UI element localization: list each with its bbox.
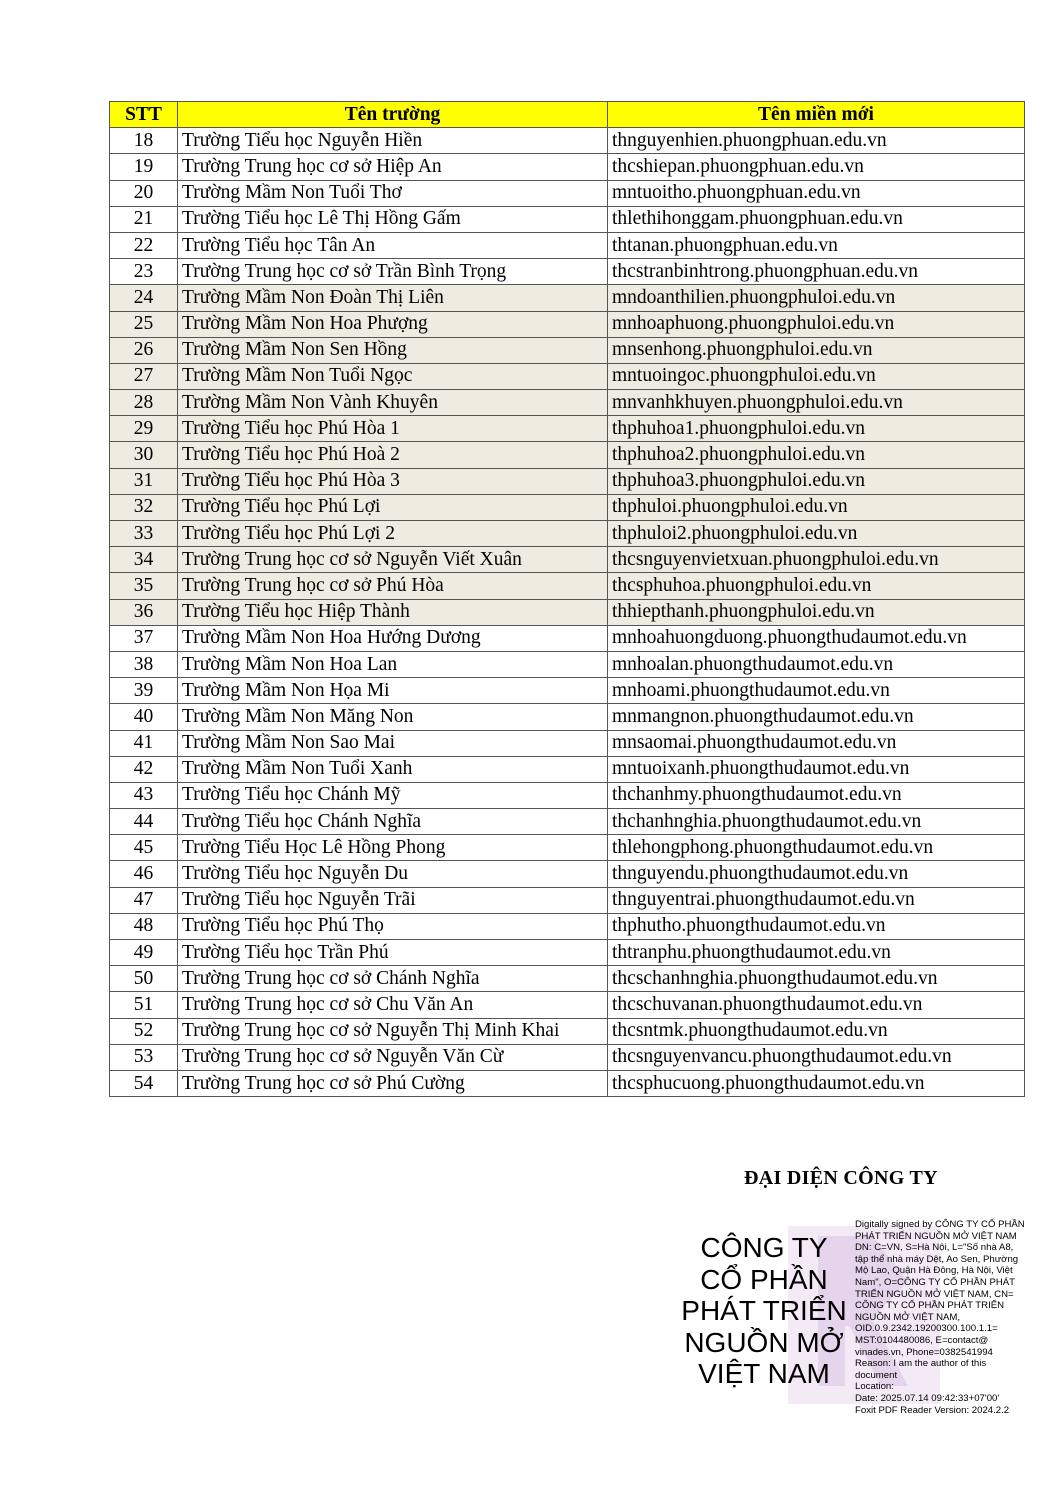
- cell-school-name: Trường Tiểu Học Lê Hồng Phong: [178, 835, 608, 861]
- signature-detail-line: vinades.vn, Phone=0382541994: [855, 1346, 993, 1358]
- cell-stt: 44: [110, 809, 178, 835]
- table-row: [110, 940, 1025, 966]
- cell-school-name: Trường Mầm Non Họa Mi: [178, 678, 608, 704]
- cell-school-name: Trường Trung học cơ sở Phú Cường: [178, 1070, 608, 1096]
- signature-detail-line: MST:0104480086, E=contact@: [855, 1334, 989, 1346]
- cell-stt: 51: [110, 992, 178, 1018]
- table-row: [110, 678, 1025, 704]
- cell-stt: 36: [110, 599, 178, 625]
- table-row: [110, 966, 1025, 992]
- cell-domain: mndoanthilien.phuongphuloi.edu.vn: [608, 285, 1025, 311]
- cell-school-name: Trường Mầm Non Tuổi Xanh: [178, 756, 608, 782]
- cell-stt: 31: [110, 468, 178, 494]
- signature-detail-line: Mộ Lao, Quận Hà Đông, Hà Nội, Việt: [855, 1265, 1013, 1277]
- company-name-line: CÔNG TY: [700, 1232, 828, 1263]
- cell-domain: mnsaomai.phuongthudaumot.edu.vn: [608, 730, 1025, 756]
- cell-domain: thcshiepan.phuongphuan.edu.vn: [608, 154, 1025, 180]
- table-row: [110, 573, 1025, 599]
- table-row: [110, 913, 1025, 939]
- cell-school-name: Trường Tiểu học Phú Thọ: [178, 913, 608, 939]
- cell-school-name: Trường Tiểu học Tân An: [178, 232, 608, 258]
- cell-stt: 52: [110, 1018, 178, 1044]
- cell-school-name: Trường Mầm Non Tuổi Ngọc: [178, 363, 608, 389]
- header-stt: STT: [110, 102, 178, 128]
- cell-domain: thnguyendu.phuongthudaumot.edu.vn: [608, 861, 1025, 887]
- signature-detail-line: NGUỒN MỞ VIỆT NAM,: [855, 1311, 961, 1323]
- table-row: [110, 521, 1025, 547]
- table-row: [110, 861, 1025, 887]
- cell-stt: 45: [110, 835, 178, 861]
- company-name-line: VIỆT NAM: [698, 1358, 830, 1389]
- table-row: [110, 1018, 1025, 1044]
- cell-stt: 29: [110, 416, 178, 442]
- cell-stt: 23: [110, 259, 178, 285]
- table-row: [110, 992, 1025, 1018]
- table-row: [110, 259, 1025, 285]
- signature-detail-line: OID.0.9.2342.19200300.100.1.1=: [855, 1323, 998, 1335]
- signature-detail-line: Date: 2025.07.14 09:42:33+07'00': [855, 1392, 1000, 1404]
- table-row: [110, 416, 1025, 442]
- cell-domain: thhiepthanh.phuongphuloi.edu.vn: [608, 599, 1025, 625]
- cell-stt: 46: [110, 861, 178, 887]
- cell-domain: thcschuvanan.phuongthudaumot.edu.vn: [608, 992, 1025, 1018]
- cell-school-name: Trường Tiểu học Chánh Mỹ: [178, 782, 608, 808]
- table-row: [110, 128, 1025, 154]
- cell-stt: 40: [110, 704, 178, 730]
- table-row: [110, 1044, 1025, 1070]
- cell-domain: thcsnguyenvancu.phuongthudaumot.edu.vn: [608, 1044, 1025, 1070]
- signature-detail-line: TRIỂN NGUỒN MỞ VIỆT NAM, CN=: [855, 1288, 1014, 1300]
- cell-school-name: Trường Tiểu học Phú Hoà 2: [178, 442, 608, 468]
- cell-school-name: Trường Tiểu học Phú Lợi: [178, 494, 608, 520]
- cell-domain: mntuoixanh.phuongthudaumot.edu.vn: [608, 756, 1025, 782]
- cell-domain: thcsphucuong.phuongthudaumot.edu.vn: [608, 1070, 1025, 1096]
- signer-company-name: [666, 1232, 862, 1390]
- cell-domain: thchanhmy.phuongthudaumot.edu.vn: [608, 782, 1025, 808]
- table-row: [110, 311, 1025, 337]
- cell-stt: 49: [110, 940, 178, 966]
- cell-stt: 47: [110, 887, 178, 913]
- signature-detail-line: PHÁT TRIỂN NGUỒN MỞ VIỆT NAM: [855, 1230, 1017, 1242]
- table-row: [110, 337, 1025, 363]
- cell-stt: 20: [110, 180, 178, 206]
- signature-detail-line: Nam", O=CÔNG TY CỔ PHẦN PHÁT: [855, 1276, 1016, 1288]
- cell-domain: thnguyentrai.phuongthudaumot.edu.vn: [608, 887, 1025, 913]
- table-row: [110, 494, 1025, 520]
- cell-school-name: Trường Tiểu học Hiệp Thành: [178, 599, 608, 625]
- table-row: [110, 285, 1025, 311]
- cell-domain: thcstranbinhtrong.phuongphuan.edu.vn: [608, 259, 1025, 285]
- cell-school-name: Trường Tiểu học Phú Lợi 2: [178, 521, 608, 547]
- cell-school-name: Trường Trung học cơ sở Nguyễn Viết Xuân: [178, 547, 608, 573]
- cell-domain: mnhoalan.phuongthudaumot.edu.vn: [608, 651, 1025, 677]
- cell-stt: 48: [110, 913, 178, 939]
- cell-domain: thphuhoa2.phuongphuloi.edu.vn: [608, 442, 1025, 468]
- cell-school-name: Trường Trung học cơ sở Phú Hòa: [178, 573, 608, 599]
- company-representative-title: ĐẠI DIỆN CÔNG TY: [744, 1167, 938, 1189]
- cell-school-name: Trường Trung học cơ sở Hiệp An: [178, 154, 608, 180]
- cell-stt: 39: [110, 678, 178, 704]
- cell-stt: 50: [110, 966, 178, 992]
- cell-school-name: Trường Mầm Non Vành Khuyên: [178, 390, 608, 416]
- table-row: [110, 442, 1025, 468]
- cell-stt: 27: [110, 363, 178, 389]
- table-row: [110, 180, 1025, 206]
- table-row: [110, 625, 1025, 651]
- cell-domain: thphuloi2.phuongphuloi.edu.vn: [608, 521, 1025, 547]
- cell-domain: mnvanhkhuyen.phuongphuloi.edu.vn: [608, 390, 1025, 416]
- cell-stt: 54: [110, 1070, 178, 1096]
- signature-detail-line: CÔNG TY CỔ PHẦN PHÁT TRIỂN: [855, 1300, 1005, 1312]
- cell-school-name: Trường Trung học cơ sở Chu Văn An: [178, 992, 608, 1018]
- table-row: [110, 154, 1025, 180]
- cell-school-name: Trường Mầm Non Hoa Lan: [178, 651, 608, 677]
- table-row: [110, 390, 1025, 416]
- header-school-name: Tên trường: [178, 102, 608, 128]
- cell-stt: 35: [110, 573, 178, 599]
- cell-stt: 30: [110, 442, 178, 468]
- signature-detail-line: Digitally signed by CÔNG TY CỔ PHẦN: [855, 1219, 1025, 1230]
- cell-school-name: Trường Trung học cơ sở Trần Bình Trọng: [178, 259, 608, 285]
- table-row: [110, 232, 1025, 258]
- company-name-line: NGUỒN MỞ: [684, 1326, 844, 1358]
- cell-stt: 53: [110, 1044, 178, 1070]
- table-row: [110, 651, 1025, 677]
- cell-domain: thtranphu.phuongthudaumot.edu.vn: [608, 940, 1025, 966]
- cell-stt: 21: [110, 206, 178, 232]
- cell-domain: mnhoaphuong.phuongphuloi.edu.vn: [608, 311, 1025, 337]
- cell-stt: 41: [110, 730, 178, 756]
- table-row: [110, 1070, 1025, 1096]
- table-row: [110, 835, 1025, 861]
- cell-domain: mnmangnon.phuongthudaumot.edu.vn: [608, 704, 1025, 730]
- cell-domain: thcschanhnghia.phuongthudaumot.edu.vn: [608, 966, 1025, 992]
- cell-domain: mntuoingoc.phuongphuloi.edu.vn: [608, 363, 1025, 389]
- cell-domain: thphuhoa3.phuongphuloi.edu.vn: [608, 468, 1025, 494]
- cell-stt: 18: [110, 128, 178, 154]
- cell-stt: 32: [110, 494, 178, 520]
- table-row: [110, 206, 1025, 232]
- signature-detail-line: Foxit PDF Reader Version: 2024.2.2: [855, 1404, 1010, 1416]
- cell-school-name: Trường Tiểu học Trần Phú: [178, 940, 608, 966]
- cell-stt: 34: [110, 547, 178, 573]
- cell-domain: mnhoahuongduong.phuongthudaumot.edu.vn: [608, 625, 1025, 651]
- table-row: [110, 887, 1025, 913]
- cell-domain: thlehongphong.phuongthudaumot.edu.vn: [608, 835, 1025, 861]
- cell-school-name: Trường Tiểu học Lê Thị Hồng Gấm: [178, 206, 608, 232]
- cell-school-name: Trường Mầm Non Đoàn Thị Liên: [178, 285, 608, 311]
- signature-detail-line: Location:: [855, 1381, 894, 1393]
- cell-domain: thchanhnghia.phuongthudaumot.edu.vn: [608, 809, 1025, 835]
- cell-school-name: Trường Mầm Non Hoa Phượng: [178, 311, 608, 337]
- signature-detail-line: Reason: I am the author of this: [855, 1358, 987, 1370]
- cell-school-name: Trường Mầm Non Hoa Hướng Dương: [178, 625, 608, 651]
- cell-domain: thphuloi.phuongphuloi.edu.vn: [608, 494, 1025, 520]
- table-row: [110, 599, 1025, 625]
- cell-school-name: Trường Tiểu học Phú Hòa 3: [178, 468, 608, 494]
- cell-stt: 22: [110, 232, 178, 258]
- signature-detail-line: document: [855, 1369, 898, 1381]
- cell-domain: thtanan.phuongphuan.edu.vn: [608, 232, 1025, 258]
- cell-domain: thcsnguyenvietxuan.phuongphuloi.edu.vn: [608, 547, 1025, 573]
- table-row: [110, 363, 1025, 389]
- table-row: [110, 756, 1025, 782]
- table-header-row: [110, 102, 1025, 128]
- company-name-line: PHÁT TRIỂN: [681, 1295, 847, 1326]
- cell-domain: thphutho.phuongthudaumot.edu.vn: [608, 913, 1025, 939]
- cell-school-name: Trường Tiểu học Phú Hòa 1: [178, 416, 608, 442]
- cell-school-name: Trường Mầm Non Măng Non: [178, 704, 608, 730]
- table-row: [110, 730, 1025, 756]
- table-row: [110, 782, 1025, 808]
- cell-school-name: Trường Trung học cơ sở Nguyễn Thị Minh Khai: [178, 1018, 608, 1044]
- company-name-line: CỔ PHẦN: [700, 1263, 828, 1295]
- cell-stt: 25: [110, 311, 178, 337]
- cell-stt: 37: [110, 625, 178, 651]
- cell-domain: thcsntmk.phuongthudaumot.edu.vn: [608, 1018, 1025, 1044]
- cell-school-name: Trường Mầm Non Tuổi Thơ: [178, 180, 608, 206]
- table-row: [110, 547, 1025, 573]
- table-row: [110, 704, 1025, 730]
- cell-stt: 19: [110, 154, 178, 180]
- school-domain-table: [109, 101, 1025, 1097]
- cell-domain: thphuhoa1.phuongphuloi.edu.vn: [608, 416, 1025, 442]
- cell-stt: 26: [110, 337, 178, 363]
- cell-stt: 38: [110, 651, 178, 677]
- header-new-domain: Tên miền mới: [608, 102, 1025, 128]
- digital-signature-details: [855, 1219, 1045, 1416]
- cell-school-name: Trường Tiểu học Nguyễn Hiền: [178, 128, 608, 154]
- signature-detail-line: tập thể nhà máy Dệt, Ao Sen, Phường: [855, 1253, 1019, 1265]
- cell-domain: thcsphuhoa.phuongphuloi.edu.vn: [608, 573, 1025, 599]
- cell-stt: 33: [110, 521, 178, 547]
- cell-school-name: Trường Tiểu học Nguyễn Trãi: [178, 887, 608, 913]
- cell-domain: mntuoitho.phuongphuan.edu.vn: [608, 180, 1025, 206]
- cell-stt: 42: [110, 756, 178, 782]
- cell-school-name: Trường Tiểu học Nguyễn Du: [178, 861, 608, 887]
- cell-stt: 24: [110, 285, 178, 311]
- table-row: [110, 809, 1025, 835]
- cell-school-name: Trường Mầm Non Sen Hồng: [178, 337, 608, 363]
- cell-school-name: Trường Trung học cơ sở Nguyễn Văn Cừ: [178, 1044, 608, 1070]
- signature-detail-line: DN: C=VN, S=Hà Nội, L="Số nhà A8,: [855, 1242, 1014, 1254]
- cell-domain: mnsenhong.phuongphuloi.edu.vn: [608, 337, 1025, 363]
- cell-school-name: Trường Trung học cơ sở Chánh Nghĩa: [178, 966, 608, 992]
- cell-domain: thlethihonggam.phuongphuan.edu.vn: [608, 206, 1025, 232]
- cell-stt: 43: [110, 782, 178, 808]
- cell-school-name: Trường Tiểu học Chánh Nghĩa: [178, 809, 608, 835]
- cell-domain: thnguyenhien.phuongphuan.edu.vn: [608, 128, 1025, 154]
- cell-stt: 28: [110, 390, 178, 416]
- cell-domain: mnhoami.phuongthudaumot.edu.vn: [608, 678, 1025, 704]
- cell-school-name: Trường Mầm Non Sao Mai: [178, 730, 608, 756]
- table-row: [110, 468, 1025, 494]
